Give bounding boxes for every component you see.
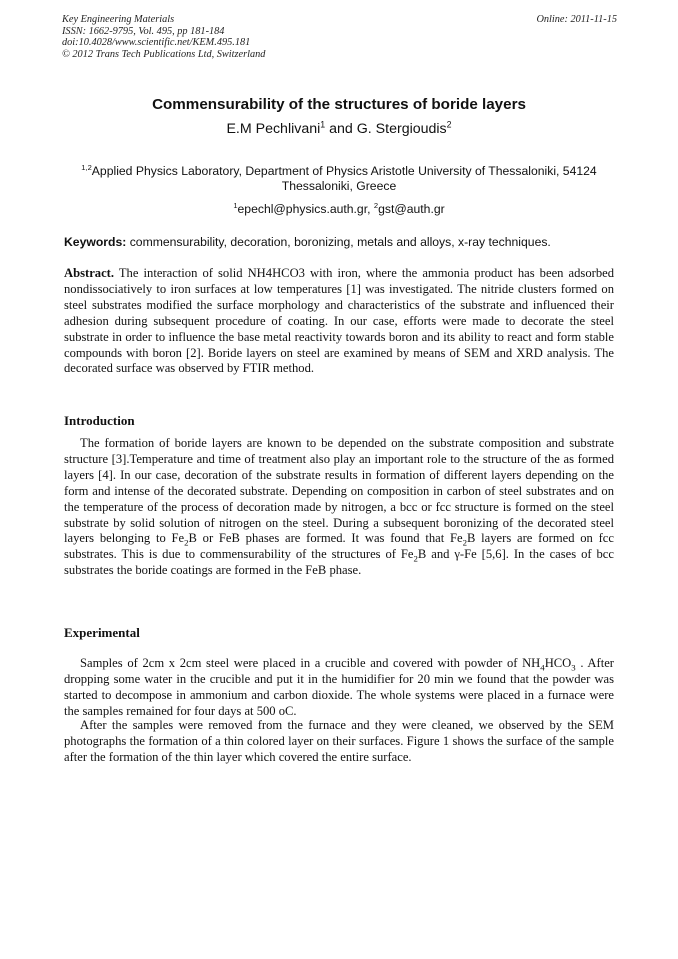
affiliation-mark: 1,2: [81, 162, 92, 172]
doi-line: doi:10.4028/www.scientific.net/KEM.495.181: [62, 37, 251, 49]
author-1-affiliation-mark: 1: [320, 119, 326, 130]
keywords-text: commensurability, decoration, boronizing, metals and alloys, x-ray techniques.: [126, 235, 551, 249]
journal-header: [62, 14, 617, 60]
experimental-paragraph-1: [64, 656, 614, 720]
email-2[interactable]: gst@auth.gr: [378, 202, 445, 216]
introduction-paragraph: [64, 436, 614, 579]
online-date: Online: 2011-11-15: [536, 14, 617, 25]
affiliation: [64, 164, 614, 195]
author-2: G. Stergioudis: [356, 121, 447, 137]
copyright-line: © 2012 Trans Tech Publications Ltd, Switzerland: [62, 48, 266, 60]
author-conjunction: and: [325, 121, 357, 137]
subscript: 4: [540, 662, 545, 673]
author-2-affiliation-mark: 2: [446, 119, 452, 130]
affiliation-text: Applied Physics Laboratory, Department of Physics Aristotle University of Thessaloniki, 54124 Thessaloniki, Greece: [91, 164, 597, 194]
keywords: [64, 235, 614, 249]
exp-text-1a: Samples of 2cm x 2cm steel were placed in a crucible and covered with powder of NH: [80, 656, 541, 670]
email-2-mark: 2: [373, 200, 379, 210]
intro-text-2: B or FeB phases are formed. It was found that Fe: [188, 531, 463, 546]
section-heading-experimental: Experimental: [64, 625, 140, 640]
author-1: E.M Pechlivani: [226, 121, 321, 137]
intro-text-4: B and γ-Fe [5,6]. In the cases of bcc substrates the boride coatings are formed in the FeB phase.: [64, 547, 614, 578]
intro-text-1: The formation of boride layers are known to be depended on the substrate composition and substrate structure [3].Temperature and time of treatment also play an important role to the structure of the as formed layers [4]. In our case, decoration of the substrate results in formation of different layers depending on the form and intense of the decorated substrate. Depending on composition in carbon of steel substrates and on the temperature of the process of decoration made by nitrogen, a bcc or fcc structure is formed on the steel substrate by solid solution of nitrogen on the steel. During a subsequent boronizing of the decorated steel layers belonging to Fe: [64, 436, 614, 546]
section-heading-introduction: Introduction: [64, 413, 135, 428]
email-line: [0, 202, 678, 216]
author-line: [0, 121, 678, 137]
journal-name: Key Engineering Materials: [62, 14, 175, 25]
email-separator: ,: [367, 202, 374, 216]
experimental-paragraph-2: After the samples were removed from the furnace and they were cleaned, we observed by the SEM photographs the formation of a thin colored layer on their surfaces. Figure 1 shows the surface of the sample after the formation of the thin layer which covered the entire surface.: [64, 718, 614, 764]
subscript: 2: [413, 553, 418, 564]
keywords-label: Keywords:: [64, 235, 127, 249]
email-1[interactable]: epechl@physics.auth.gr: [237, 202, 368, 216]
abstract: [64, 266, 614, 377]
abstract-label: Abstract.: [64, 266, 115, 280]
subscript: 2: [184, 537, 189, 548]
intro-text-3: B layers are formed on fcc substrates. This is due to commensurability of the structures of Fe: [64, 531, 614, 562]
issn-line: ISSN: 1662-9795, Vol. 495, pp 181-184: [62, 25, 225, 37]
subscript: 3: [571, 662, 576, 673]
paper-title: Commensurability of the structures of boride layers: [152, 96, 526, 113]
abstract-text: The interaction of solid NH4HCO3 with iron, where the ammonia product has been adsorbed nondissociatively to iron surfaces at low temperatures [1] was investigated. The nitride clusters formed on steel substrates modified the surface morphology and characteristics of the substrate and influenced their adhesion during subsequent procedure of coating. In our case, efforts were made to decorate the steel substrate in order to influence the base metal reactivity towards boron and its ability to react and form stable compounds with boron [2]. Boride layers on steel are examined by means of SEM and XRD analysis. The decorated surface was observed by FTIR method.: [64, 266, 614, 376]
email-1-mark: 1: [233, 200, 238, 210]
exp-text-1c: . After dropping some water in the crucible and put it in the humidifier for 20 min we found that the powder was started to decompose in ammonium and carbon dioxide. The whole systems were placed in a furnace were the samples remained for four days at 500 oC.: [64, 656, 614, 718]
exp-text-1b: HCO: [544, 656, 572, 670]
subscript: 2: [462, 537, 468, 548]
